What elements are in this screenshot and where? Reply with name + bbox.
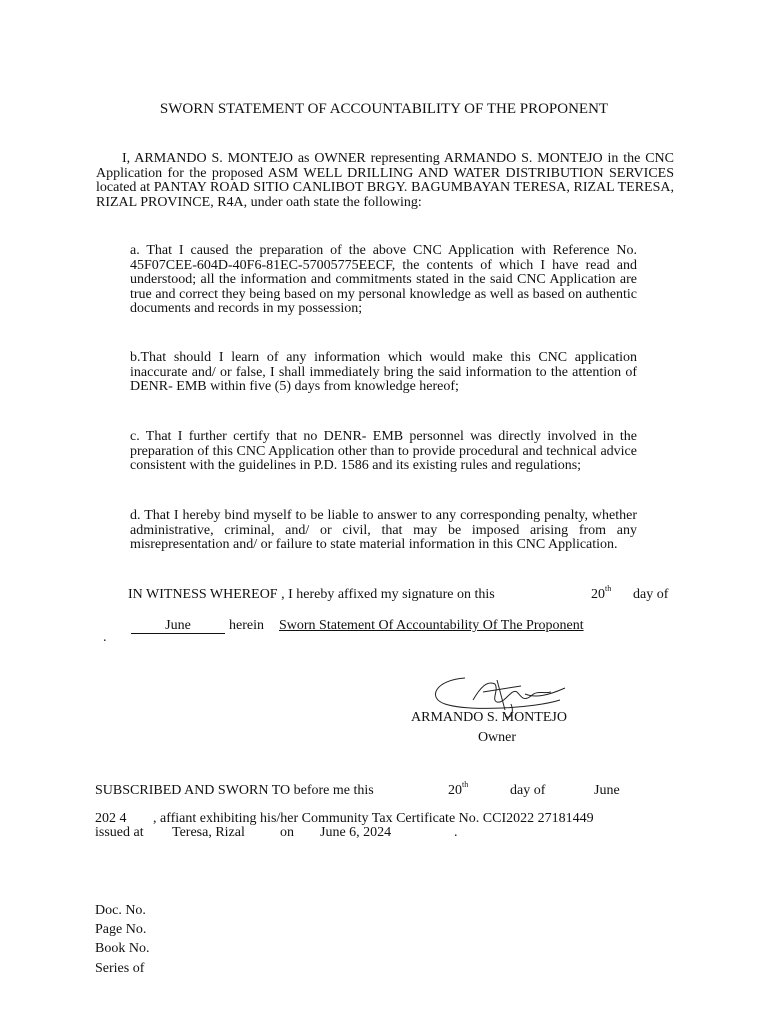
document-title: SWORN STATEMENT OF ACCOUNTABILITY OF THE PROPONENT — [159, 101, 609, 117]
book-no-label: Book No. — [95, 941, 150, 956]
witness-day: 20th — [591, 584, 612, 602]
jurat-day: 20th — [448, 780, 469, 798]
witness-day-of: day of — [633, 587, 669, 602]
intro-paragraph: I, ARMANDO S. MONTEJO as OWNER representing ARMANDO S. MONTEJO in the CNC Application for the proposed ASM WELL DRILLING AND WATER DISTRIBUTION SERVICES located at PANTAY ROAD SITIO CANLIBOT BRGY. BAGUMBAYAN TERESA, RIZAL TERESA, RIZAL PROVINCE, R4A, under oath state the following: — [96, 151, 674, 210]
jurat-day-of: day of — [510, 783, 546, 798]
clause-a: a. That I caused the preparation of the above CNC Application with Reference No. 45F07CEE-604D-40F6-81EC-57005775EECF, the contents of which I have read and understood; all the information and commitments stated in the said CNC Application are true and correct they being based on my personal knowledge as well as based on authentic documents and records in my possession; — [130, 243, 637, 316]
witness-document-name: Sworn Statement Of Accountability Of The Proponent — [279, 618, 584, 633]
jurat-year: 202 4 — [95, 811, 127, 826]
series-of-label: Series of — [95, 961, 145, 976]
signatory-position: Owner — [477, 730, 517, 745]
clause-b: b.That should I learn of any information which would make this CNC application inaccurate and/ or false, I shall immediately bring the said information to the attention of DENR- EMB within five (5) days from knowledge hereof; — [130, 350, 637, 394]
witness-herein: herein — [229, 618, 264, 633]
jurat-place: Teresa, Rizal — [172, 825, 245, 840]
witness-month-blank: June — [131, 618, 225, 634]
jurat-issued-at-label: issued at — [95, 825, 144, 840]
clause-c: c. That I further certify that no DENR- EMB personnel was directly involved in the preparation of this CNC Application other than to provide procedural and technical advice consistent with the guidelines in P.D. 1586 and its existing rules and regulations; — [130, 429, 637, 473]
clause-d: d. That I hereby bind myself to be liable to answer to any corresponding penalty, whether administrative, criminal, and/ or civil, that may be imposed arising from any misrepresentation and/ or failure to state material information in this CNC Application. — [130, 508, 637, 552]
witness-dot: . — [103, 630, 107, 645]
jurat-on-label: on — [280, 825, 294, 840]
signatory-name: ARMANDO S. MONTEJO — [411, 710, 567, 725]
page-no-label: Page No. — [95, 922, 147, 937]
jurat-ctc-text: , affiant exhibiting his/her Community Tax Certificate No. CCI2022 27181449 — [153, 811, 594, 826]
doc-no-label: Doc. No. — [95, 903, 146, 918]
jurat-date: June 6, 2024 — [320, 825, 392, 840]
jurat-text: SUBSCRIBED AND SWORN TO before me this — [95, 783, 374, 798]
jurat-end: . — [454, 825, 458, 840]
jurat-month: June — [594, 783, 620, 798]
witness-text: IN WITNESS WHEREOF , I hereby affixed my signature on this — [128, 587, 495, 602]
